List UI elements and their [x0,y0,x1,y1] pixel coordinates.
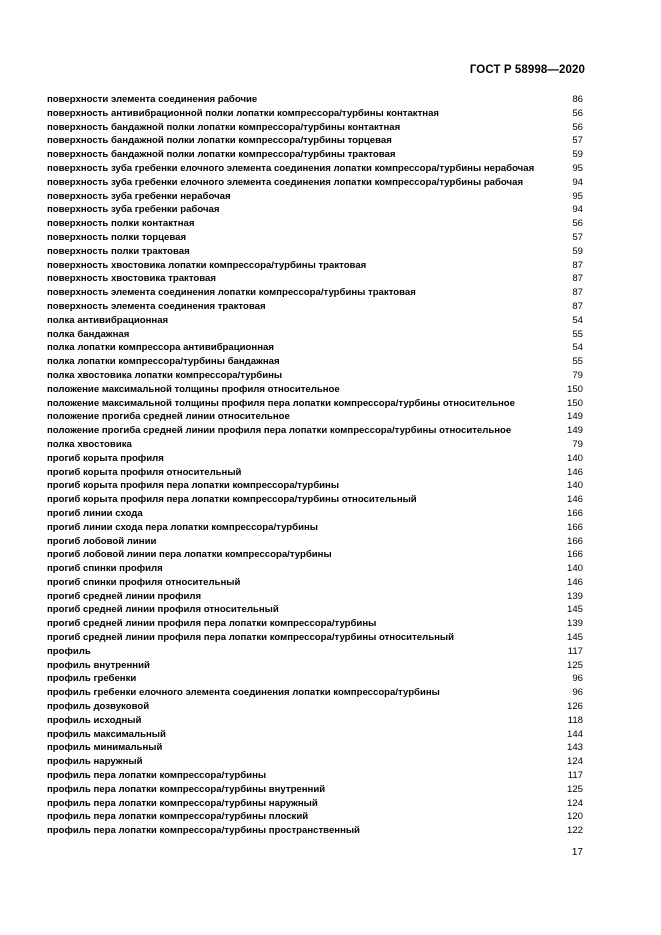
index-entry-page: 55 [572,356,583,368]
index-entry [47,162,583,176]
index-entry-term: поверхность полки контактная [47,218,195,230]
index-entry [47,535,583,549]
index-entry-page: 125 [566,659,583,671]
index-entry-term: профиль пера лопатки компрессора/турбины плоский [47,811,309,823]
index-entry [47,645,583,659]
index-entry-term: поверхности элемента соединения рабочие [47,94,258,105]
index-entry-page: 56 [572,218,583,230]
index-entry-page: 56 [572,107,583,119]
index-entry-page: 146 [566,494,583,506]
index-entry-term: профиль пера лопатки компрессора/турбины пространственный [47,825,360,837]
index-entry-term: поверхность зуба гребенки елочного элемента соединения лопатки компрессора/турбины нерабочая [47,162,535,174]
index-entry-term: полка хвостовика лопатки компрессора/турбины [47,369,283,381]
index-entry-term: профиль наружный [47,756,143,768]
index-entry [47,217,583,231]
index-entry [47,741,583,755]
index-entry-term: профиль пера лопатки компрессора/турбины наружный [47,797,318,809]
index-entry-term: профиль [47,645,91,657]
index-entry [47,203,583,217]
document-standard-header: ГОСТ Р 58998—2020 [469,64,585,76]
index-entry-term: профиль исходный [47,714,142,726]
index-entry [47,121,583,135]
index-entry-page: 145 [566,604,583,616]
index-entry-page: 57 [572,231,583,243]
index-entry [47,617,583,631]
index-entry-page: 95 [572,162,583,174]
index-entry [47,148,583,162]
index-entry [47,810,583,824]
index-entry-page: 59 [572,245,583,257]
index-entry [47,410,583,424]
index-entry-term: положение прогиба средней линии профиля пера лопатки компрессора/турбины относительное [47,425,512,437]
index-entry [47,714,583,728]
index-entry [47,728,583,742]
index-entry-page: 117 [567,645,583,657]
index-entry-term: прогиб спинки профиля [47,563,163,575]
index-entry-term: поверхность зуба гребенки нерабочая [47,190,231,202]
index-entry-page: 140 [566,480,583,492]
index-entry [47,107,583,121]
index-entry-page: 87 [572,273,583,285]
index-entry-term: поверхность бандажной полки лопатки компрессора/турбины трактовая [47,149,396,161]
index-entry-page: 95 [572,190,583,202]
index-entry-page: 57 [572,135,583,147]
index-entry-term: прогиб средней линии профиля пера лопатки компрессора/турбины [47,618,377,630]
index-entry-page: 94 [572,176,583,188]
index-entry [47,452,583,466]
index-entry [47,521,583,535]
index-entry [47,493,583,507]
index-entry-page: 122 [566,825,583,837]
index-entry [47,134,583,148]
index-entry-term: поверхность элемента соединения лопатки компрессора/турбины трактовая [47,287,416,299]
index-entry-page: 139 [566,618,583,630]
index-entry-page: 150 [566,397,583,409]
index-entry-term: положение прогиба средней линии относительное [47,411,290,423]
index-entry-page: 117 [567,770,583,782]
index-entry-term: прогиб корыта профиля относительный [47,466,242,478]
index-entry [47,259,583,273]
index-entry-term: поверхность зуба гребенки рабочая [47,204,220,216]
index-entry-page: 120 [566,811,583,823]
index-entry-page: 166 [566,507,583,519]
index-entry-term: профиль максимальный [47,728,166,740]
index-entry [47,824,583,838]
index-entry-page: 96 [572,687,583,699]
index-entry-term: поверхность элемента соединения трактовая [47,300,266,312]
index-entry [47,507,583,521]
index-entry-term: профиль дозвуковой [47,701,150,713]
index-entry-page: 140 [566,452,583,464]
index-entry-page: 166 [566,535,583,547]
index-entry-term: полка бандажная [47,328,130,340]
index-entry-term: профиль внутренний [47,659,150,671]
index-entry [47,797,583,811]
index-entry-term: поверхность хвостовика лопатки компрессора/турбины трактовая [47,259,367,271]
index-entry-page: 79 [572,438,583,450]
index-entry-page: 94 [572,204,583,216]
index-entry-page: 56 [572,121,583,133]
index-entry-term: поверхность полки торцевая [47,231,187,243]
index-entry-term: полка лопатки компрессора антивибрационная [47,342,274,354]
index-entry-term: прогиб средней линии профиля пера лопатки компрессора/турбины относительный [47,632,454,644]
index-entry-page: 86 [572,94,583,105]
index-entry-page: 54 [572,314,583,326]
index-entry-term: профиль гребенки [47,673,137,685]
index-entry-page: 96 [572,673,583,685]
index-entry [47,314,583,328]
index-entry [47,424,583,438]
index-entry [47,466,583,480]
index-entry-term: прогиб корыта профиля пера лопатки компрессора/турбины относительный [47,494,417,506]
index-entry [47,659,583,673]
subject-index-list [47,93,583,838]
index-entry [47,603,583,617]
index-entry-term: профиль минимальный [47,742,163,754]
index-entry-page: 149 [566,411,583,423]
index-entry-term: поверхность зуба гребенки елочного элемента соединения лопатки компрессора/турбины рабочая [47,176,524,188]
index-entry [47,328,583,342]
index-entry [47,548,583,562]
index-entry-page: 79 [572,369,583,381]
index-entry-page: 124 [566,797,583,809]
index-entry-page: 54 [572,342,583,354]
index-entry-term: полка лопатки компрессора/турбины бандажная [47,356,280,368]
index-entry-page: 149 [566,425,583,437]
index-entry [47,700,583,714]
index-entry [47,355,583,369]
index-entry-page: 146 [566,466,583,478]
index-entry [47,562,583,576]
index-entry-page: 139 [566,590,583,602]
index-entry [47,245,583,259]
index-entry-term: прогиб корыта профиля [47,452,164,464]
index-entry-page: 87 [572,259,583,271]
page-number: 17 [571,847,583,858]
index-entry [47,397,583,411]
index-entry-page: 143 [566,742,583,754]
index-entry-term: прогиб средней линии профиля [47,590,202,602]
index-entry [47,231,583,245]
index-entry-term: профиль пера лопатки компрессора/турбины внутренний [47,783,326,795]
index-entry-page: 146 [566,576,583,588]
index-entry-term: поверхность хвостовика трактовая [47,273,216,285]
index-entry-term: поверхность бандажной полки лопатки компрессора/турбины торцевая [47,135,392,147]
index-entry [47,576,583,590]
index-entry [47,590,583,604]
index-entry [47,272,583,286]
index-entry-term: прогиб спинки профиля относительный [47,576,241,588]
index-entry-term: прогиб линии схода пера лопатки компрессора/турбины [47,521,318,533]
index-entry-term: поверхность полки трактовая [47,245,190,257]
index-entry [47,769,583,783]
index-entry [47,369,583,383]
index-entry-term: прогиб лобовой линии [47,535,157,547]
index-entry-page: 87 [572,287,583,299]
index-entry-page: 124 [566,756,583,768]
index-entry-term: прогиб корыта профиля пера лопатки компрессора/турбины [47,480,340,492]
index-entry [47,672,583,686]
index-entry-page: 55 [572,328,583,340]
index-entry-page: 145 [566,632,583,644]
index-entry-term: профиль гребенки елочного элемента соединения лопатки компрессора/турбины [47,687,440,699]
index-entry-term: прогиб лобовой линии пера лопатки компрессора/турбины [47,549,332,561]
index-entry-page: 144 [566,728,583,740]
index-entry [47,341,583,355]
index-entry-page: 87 [572,300,583,312]
index-entry-term: поверхность бандажной полки лопатки компрессора/турбины контактная [47,121,401,133]
index-entry-term: полка антивибрационная [47,314,169,326]
index-entry [47,190,583,204]
index-entry-term: положение максимальной толщины профиля пера лопатки компрессора/турбины относительное [47,397,516,409]
index-entry-term: профиль пера лопатки компрессора/турбины [47,770,267,782]
index-entry-page: 118 [567,714,583,726]
index-entry-page: 166 [566,521,583,533]
index-entry-page: 125 [566,783,583,795]
index-entry-page: 166 [566,549,583,561]
index-entry [47,631,583,645]
index-entry-term: прогиб линии схода [47,507,143,519]
index-entry [47,300,583,314]
index-entry [47,755,583,769]
index-entry [47,93,583,107]
index-entry-term: поверхность антивибрационной полки лопатки компрессора/турбины контактная [47,107,440,119]
index-entry [47,783,583,797]
index-entry [47,383,583,397]
index-entry-page: 59 [572,149,583,161]
index-entry-term: полка хвостовика [47,438,132,450]
index-entry [47,176,583,190]
index-entry [47,686,583,700]
index-entry [47,479,583,493]
index-entry-page: 126 [566,701,583,713]
index-entry-term: прогиб средней линии профиля относительный [47,604,279,616]
index-entry [47,438,583,452]
index-entry-term: положение максимальной толщины профиля относительное [47,383,340,395]
index-entry-page: 140 [566,563,583,575]
index-entry [47,286,583,300]
index-entry-page: 150 [566,383,583,395]
